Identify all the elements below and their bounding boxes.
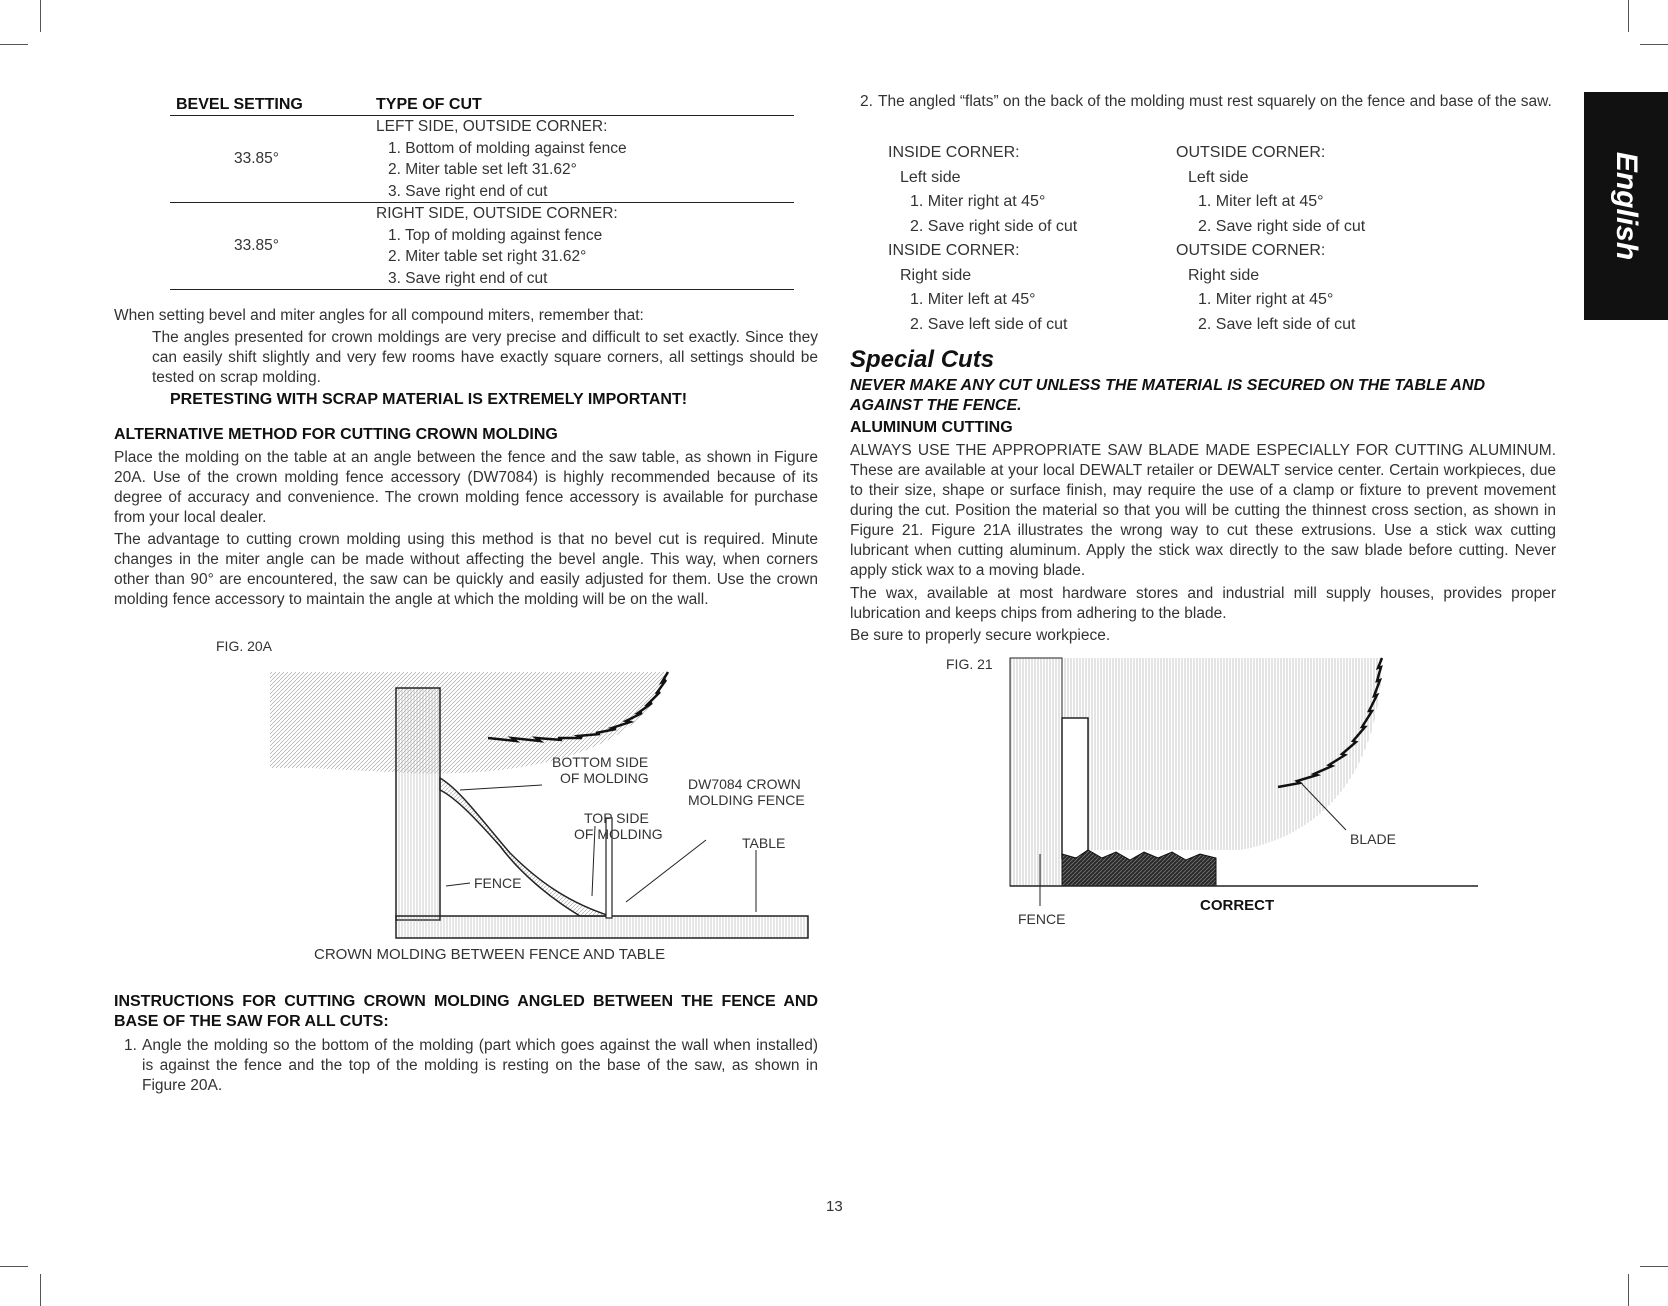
cut-step: 1. Bottom of molding against fence	[388, 139, 627, 157]
corner-line: 1. Miter right at 45°	[1198, 291, 1334, 308]
fig21-diagram	[1010, 654, 1480, 934]
callout-top-side: TOP SIDE	[584, 810, 649, 826]
callout-fence: FENCE	[1018, 911, 1066, 927]
crop-mark	[0, 44, 28, 45]
corner-line: 1. Miter left at 45°	[1198, 193, 1324, 210]
corner-line: Left side	[900, 168, 961, 186]
callout-dw7084: DW7084 CROWN	[688, 776, 801, 792]
fig20a-label: FIG. 20A	[216, 638, 273, 654]
crop-mark	[1640, 1266, 1668, 1267]
callout-dw7084: MOLDING FENCE	[688, 792, 805, 808]
corner-line: 1. Miter right at 45°	[910, 193, 1046, 210]
cut-title: RIGHT SIDE, OUTSIDE CORNER:	[376, 205, 618, 222]
wax-paragraph: The wax, available at most hardware stores and industrial mill supply houses, provides proper lubrication and keeps chips from adhering to the blade.	[850, 585, 1556, 622]
remember-body: The angles presented for crown moldings are very precise and difficult to set exactly. Since they can easily shift slightly and very few rooms have exactly square corners, all settings should be tested on scrap molding.	[152, 329, 818, 386]
saw-blade	[1062, 658, 1382, 850]
aluminum-paragraph: ALWAYS USE THE APPROPRIATE SAW BLADE MADE ESPECIALLY FOR CUTTING ALUMINUM. These are available at your local DEWALT retailer or DEWALT service center. Certain workpieces, due to their size, shape or surface finish, may require the use of a clamp or fixture to prevent movement during the cut. Position the material so that you will be cutting the thinnest cross section, as shown in Figure 21. Figure 21A illustrates the wrong way to cut these extrusions. Use a stick wax cutting lubricant when cutting aluminum. Apply the stick wax directly to the saw blade before cutting. Never apply stick wax to a moving blade.	[850, 442, 1556, 579]
crown-molding	[440, 778, 610, 916]
crop-mark	[1640, 44, 1668, 45]
fence-block	[1010, 658, 1062, 886]
bevel-table	[170, 96, 794, 290]
bevel-value: 33.85°	[234, 150, 279, 167]
cut-title: LEFT SIDE, OUTSIDE CORNER:	[376, 118, 608, 135]
callout-bottom-side: OF MOLDING	[560, 770, 649, 786]
never-warning: NEVER MAKE ANY CUT UNLESS THE MATERIAL IS SECURED ON THE TABLE AND AGAINST THE FENCE.	[850, 377, 1485, 414]
table-row	[170, 116, 794, 203]
language-tab	[1584, 92, 1668, 320]
corner-line: 2. Save left side of cut	[1198, 315, 1356, 333]
callout-bottom-side: BOTTOM SIDE	[552, 754, 649, 770]
alt-method-paragraph: Place the molding on the table at an angle between the fence and the saw table, as shown in Figure 20A. Use of the crown molding fence accessory (DW7084) is highly recommended because of its degree of accuracy and convenience. The crown molding fence accessory is available for purchase from your local dealer.	[114, 449, 818, 526]
corners-left-col	[888, 141, 1077, 337]
cut-step: 3. Save right end of cut	[388, 182, 548, 200]
corner-line: 2. Save right side of cut	[910, 217, 1078, 235]
corner-line: Right side	[900, 266, 972, 284]
language-tab-label: English	[1610, 151, 1643, 261]
crop-mark	[1628, 0, 1629, 32]
bevel-value: 33.85°	[234, 237, 279, 254]
secure-paragraph: Be sure to properly secure workpiece.	[850, 627, 1111, 644]
cut-step: 2. Miter table set left 31.62°	[388, 161, 577, 178]
crop-mark	[40, 1274, 41, 1306]
fence-block	[396, 688, 440, 920]
fig21-label: FIG. 21	[946, 656, 993, 672]
cut-step: 1. Top of molding against fence	[388, 226, 603, 244]
aluminum-extrusion	[1062, 850, 1216, 886]
crop-mark	[0, 1266, 28, 1267]
corner-line: 2. Save left side of cut	[910, 315, 1068, 333]
pretesting-warning: PRETESTING WITH SCRAP MATERIAL IS EXTREMELY IMPORTANT!	[170, 391, 688, 408]
corner-line: OUTSIDE CORNER:	[1176, 144, 1326, 161]
callout-table: TABLE	[742, 835, 786, 851]
step-number: 2.	[860, 93, 873, 110]
extrusion-upright	[1062, 718, 1088, 858]
instruction-number: 1.	[124, 1037, 137, 1054]
table-surface	[396, 916, 808, 938]
special-cuts-heading: Special Cuts	[850, 346, 995, 373]
corner-line: OUTSIDE CORNER:	[1176, 242, 1326, 259]
crop-mark	[1628, 1274, 1629, 1306]
corner-line: Right side	[1188, 266, 1260, 284]
instructions-heading: INSTRUCTIONS FOR CUTTING CROWN MOLDING ANGLED BETWEEN THE FENCE AND BASE OF THE SAW FOR ALL CUTS:	[114, 993, 818, 1030]
cut-step: 3. Save right end of cut	[388, 269, 548, 287]
advantage-paragraph: The advantage to cutting crown molding using this method is that no bevel cut is required. Minute changes in the miter angle can be made without affecting the bevel angle. This way, when corners other than 90° are encountered, the saw can be quickly and easily adjusted for them. Use the crown molding fence accessory to maintain the angle at which the molding will be on the wall.	[114, 531, 818, 608]
type-header: TYPE OF CUT	[376, 96, 482, 113]
callout-fence: FENCE	[474, 875, 522, 891]
page-number: 13	[826, 1198, 843, 1215]
crop-mark	[40, 0, 41, 32]
corner-line: Left side	[1188, 168, 1249, 186]
aluminum-heading: ALUMINUM CUTTING	[850, 419, 1013, 436]
bevel-header: BEVEL SETTING	[176, 96, 303, 113]
callout-top-side: OF MOLDING	[574, 826, 663, 842]
fig20a-caption: CROWN MOLDING BETWEEN FENCE AND TABLE	[314, 946, 666, 963]
instruction-step-1: Angle the molding so the bottom of the molding (part which goes against the wall when installed) is against the fence and the top of the molding is resting on the base of the saw, as shown in Figure 20A.	[142, 1037, 818, 1094]
corner-line: INSIDE CORNER:	[888, 242, 1020, 259]
table-row	[170, 203, 794, 290]
callout-blade: BLADE	[1350, 831, 1396, 847]
corner-line: 1. Miter left at 45°	[910, 291, 1036, 308]
corners-right-col	[1176, 141, 1365, 337]
alt-method-heading: ALTERNATIVE METHOD FOR CUTTING CROWN MOLDING	[114, 426, 558, 443]
corner-line: INSIDE CORNER:	[888, 144, 1020, 161]
fig20a-diagram	[260, 668, 805, 938]
remember-intro: When setting bevel and miter angles for all compound miters, remember that:	[114, 307, 644, 324]
step-2: The angled “flats” on the back of the molding must rest squarely on the fence and base of the saw.	[878, 93, 1552, 110]
callout-correct: CORRECT	[1200, 897, 1275, 914]
corner-line: 2. Save right side of cut	[1198, 217, 1366, 235]
cut-step: 2. Miter table set right 31.62°	[388, 248, 587, 265]
